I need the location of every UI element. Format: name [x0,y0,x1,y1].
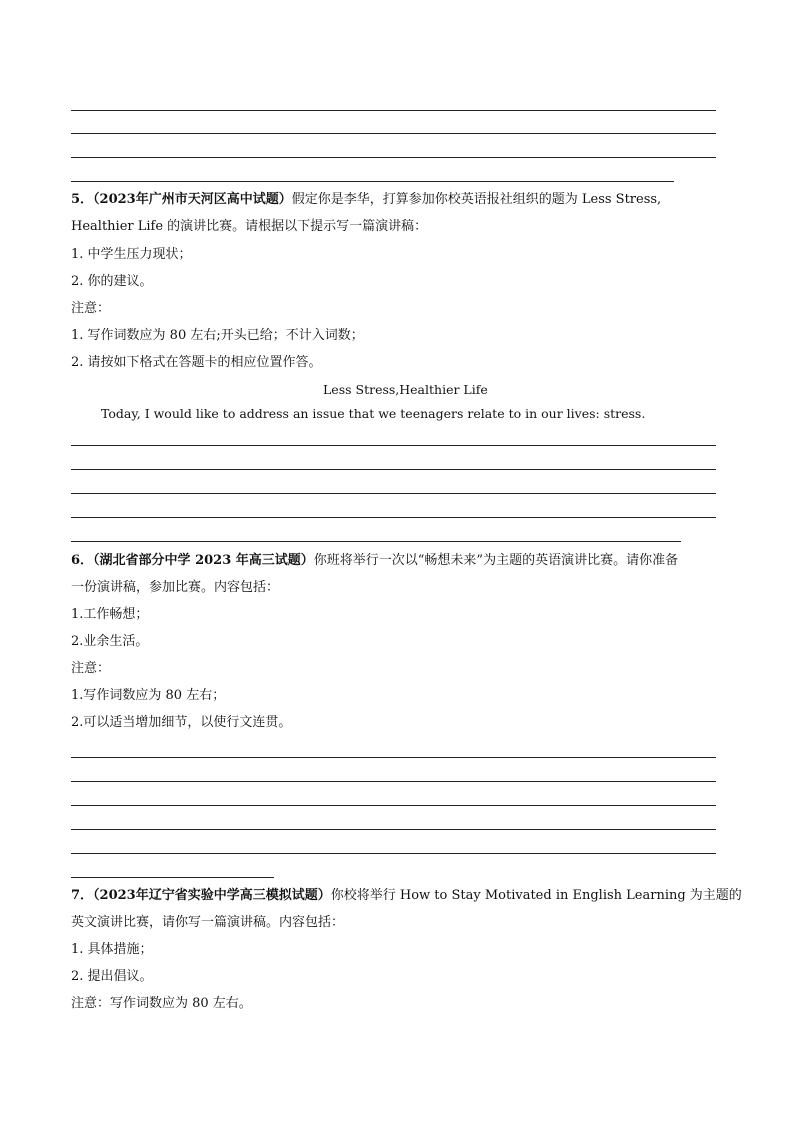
q6-prompt-1: 你班将举行一次以“畅想未来”为主题的英语演讲比赛。请你准备 [313,553,679,568]
answer-line [71,469,716,470]
answer-line [71,445,716,446]
q7-number: 7． [71,888,94,903]
q6-note-label: 注意： [71,661,111,676]
answer-line [71,110,716,111]
q5-essay-start: Today, I would like to address an issue that we teenagers relate to in our lives: stress. [101,406,646,421]
q7-note: 注意：写作词数应为 80 左右。 [71,996,252,1011]
q6-source: （湖北省部分中学 2023 年高三试题） [93,553,314,568]
q6-heading-line [71,552,678,570]
answer-line [71,181,674,182]
q6-prompt-2: 一份演讲稿，参加比赛。内容包括： [71,580,280,595]
q5-note-1: 1. 写作词数应为 80 左右;开头已给；不计入词数； [71,328,364,343]
answer-line [71,805,716,806]
q5-point-1: 1. 中学生压力现状； [71,247,192,262]
q5-number: 5． [71,192,94,207]
answer-line [71,157,716,158]
answer-line [71,757,716,758]
q5-point-2: 2. 你的建议。 [71,274,153,289]
q5-note-2: 2. 请按如下格式在答题卡的相应位置作答。 [71,355,322,370]
q7-source: （2023年辽宁省实验中学高三模拟试题） [93,888,331,903]
answer-line [71,781,716,782]
q6-point-2: 2.业余生活。 [71,634,149,649]
q6-point-1: 1.工作畅想； [71,607,149,622]
q5-source: （2023年广州市天河区高中试题） [93,192,292,207]
q6-number: 6． [71,553,94,568]
q5-prompt-1: 假定你是李华，打算参加你校英语报社组织的题为 Less Stress, [291,192,662,207]
q7-prompt-2: 英文演讲比赛，请你写一篇演讲稿。内容包括： [71,915,345,930]
q7-point-1: 1. 具体措施； [71,942,153,957]
q7-heading-line [71,887,742,905]
q5-note-label: 注意： [71,301,111,316]
answer-line [71,493,716,494]
q5-essay-title: Less Stress,Healthier Life [323,382,488,397]
answer-line [71,853,716,854]
q5-prompt-2: Healthier Life 的演讲比赛。请根据以下提示写一篇演讲稿： [71,219,428,234]
q7-prompt-1: 你校将举行 How to Stay Motivated in English Learning 为主题的 [330,888,742,903]
answer-line [71,541,681,542]
q6-note-2: 2.可以适当增加细节，以使行文连贯。 [71,715,292,730]
answer-line [71,877,274,878]
answer-line [71,133,716,134]
answer-line [71,517,716,518]
q7-point-2: 2. 提出倡议。 [71,969,153,984]
q5-heading-line [71,191,661,209]
q6-note-1: 1.写作词数应为 80 左右； [71,688,226,703]
answer-line [71,829,716,830]
